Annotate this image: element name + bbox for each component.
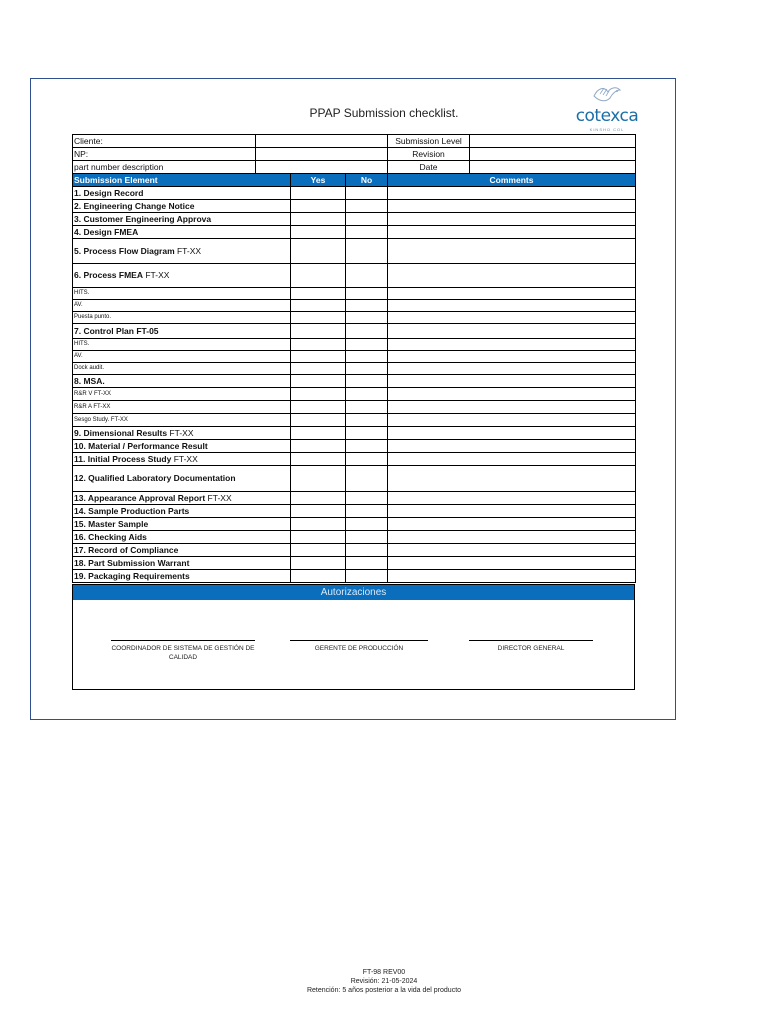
- row-label: [73, 427, 291, 440]
- checklist-row: [73, 414, 636, 427]
- header-row-np: [73, 148, 636, 161]
- cliente-label: Cliente:: [73, 135, 256, 148]
- document-title: PPAP Submission checklist.: [309, 106, 459, 120]
- row-label-text: 8. MSA.: [74, 375, 105, 386]
- no-cell[interactable]: [346, 427, 388, 440]
- row-label-text: 9. Dimensional Results: [74, 427, 168, 438]
- header-row-cliente: [73, 135, 636, 148]
- comments-cell[interactable]: [388, 570, 636, 583]
- np-value-field[interactable]: [256, 148, 388, 161]
- no-cell[interactable]: [346, 339, 388, 351]
- row-label: [73, 339, 291, 351]
- yes-cell[interactable]: [291, 187, 346, 200]
- no-cell[interactable]: [346, 466, 388, 492]
- part-desc-value-field[interactable]: [256, 161, 388, 174]
- no-cell[interactable]: [346, 288, 388, 300]
- row-label: [73, 505, 291, 518]
- row-label: [73, 312, 291, 324]
- no-cell[interactable]: [346, 351, 388, 363]
- checklist-row: [73, 213, 636, 226]
- checklist-row: [73, 239, 636, 264]
- comments-cell[interactable]: [388, 200, 636, 213]
- comments-cell[interactable]: [388, 239, 636, 264]
- no-cell[interactable]: [346, 505, 388, 518]
- yes-cell[interactable]: [291, 264, 346, 288]
- yes-cell[interactable]: [291, 453, 346, 466]
- comments-cell[interactable]: [388, 557, 636, 570]
- row-label-text: Sesgo Study. FT-XX: [74, 416, 128, 423]
- footer-retention: Retención: 5 años posterior a la vida del producto: [306, 987, 462, 994]
- row-label: [73, 213, 291, 226]
- comments-cell[interactable]: [388, 518, 636, 531]
- signature-label: DIRECTOR GENERAL: [497, 645, 565, 652]
- comments-cell[interactable]: [388, 440, 636, 453]
- no-cell[interactable]: [346, 440, 388, 453]
- checklist-row: [73, 427, 636, 440]
- checklist-table: [72, 134, 636, 174]
- no-cell[interactable]: [346, 557, 388, 570]
- checklist-row: [73, 544, 636, 557]
- row-label-text: 14. Sample Production Parts: [74, 505, 190, 516]
- date-value-field[interactable]: [470, 161, 636, 174]
- company-logo: [572, 82, 642, 132]
- checklist-row: [73, 351, 636, 363]
- logo-subtext: KINSHO COL: [589, 127, 625, 132]
- yes-cell[interactable]: [291, 557, 346, 570]
- comments-cell[interactable]: [388, 324, 636, 339]
- comments-cell[interactable]: [388, 453, 636, 466]
- row-label: [73, 544, 291, 557]
- no-cell[interactable]: [346, 187, 388, 200]
- row-label: [73, 187, 291, 200]
- no-cell[interactable]: [346, 200, 388, 213]
- signature-production-manager: [290, 640, 428, 653]
- row-label: [73, 557, 291, 570]
- no-cell[interactable]: [346, 388, 388, 401]
- comments-cell[interactable]: [388, 544, 636, 557]
- submission-elements-table: [72, 173, 636, 583]
- row-label: [73, 414, 291, 427]
- yes-cell[interactable]: [291, 505, 346, 518]
- row-label-text: 10. Material / Performance Result: [74, 440, 208, 451]
- row-label-form-code: FT-XX: [171, 453, 198, 464]
- no-cell[interactable]: [346, 401, 388, 414]
- comments-cell[interactable]: [388, 213, 636, 226]
- comments-cell[interactable]: [388, 388, 636, 401]
- cliente-value-field[interactable]: [256, 135, 388, 148]
- checklist-row: [73, 264, 636, 288]
- comments-cell[interactable]: [388, 339, 636, 351]
- no-cell[interactable]: [346, 312, 388, 324]
- row-label: [73, 401, 291, 414]
- column-header-no: No: [346, 174, 388, 187]
- authorizations-section: [72, 584, 635, 690]
- footer-revision: Revisión: 21-05-2024: [350, 978, 418, 985]
- comments-cell[interactable]: [388, 288, 636, 300]
- row-label-form-code: FT-XX: [174, 245, 202, 256]
- checklist-row: [73, 505, 636, 518]
- comments-cell[interactable]: [388, 466, 636, 492]
- row-label-text: 11. Initial Process Study: [74, 453, 172, 464]
- checklist-row: [73, 324, 636, 339]
- row-label: [73, 288, 291, 300]
- row-label: [73, 363, 291, 375]
- yes-cell[interactable]: [291, 570, 346, 583]
- row-label-text: AV.: [74, 353, 83, 359]
- checklist-row: [73, 440, 636, 453]
- checklist-row: [73, 466, 636, 492]
- row-label-form-code: FT-XX: [205, 492, 232, 503]
- comments-cell[interactable]: [388, 375, 636, 388]
- row-label-text: 18. Part Submission Warrant: [74, 557, 190, 568]
- yes-cell[interactable]: [291, 531, 346, 544]
- footer-form-code: FT-98 REV00: [362, 969, 406, 976]
- row-label-text: 3. Customer Engineering Approva: [74, 213, 212, 224]
- row-label-text: 17. Record of Compliance: [74, 544, 179, 555]
- yes-cell[interactable]: [291, 226, 346, 239]
- yes-cell[interactable]: [291, 213, 346, 226]
- yes-cell[interactable]: [291, 351, 346, 363]
- revision-label: Revision: [388, 148, 470, 161]
- column-header-element: Submission Element: [73, 174, 291, 187]
- row-label: [73, 300, 291, 312]
- checklist-row: [73, 200, 636, 213]
- comments-cell[interactable]: [388, 264, 636, 288]
- yes-cell[interactable]: [291, 466, 346, 492]
- row-label: [73, 200, 291, 213]
- comments-cell[interactable]: [388, 401, 636, 414]
- signature-label: COORDINADOR DE SISTEMA DE GESTIÓN DE CALIDAD: [111, 645, 255, 661]
- row-label-text: 19. Packaging Requirements: [74, 570, 190, 581]
- row-label: [73, 492, 291, 505]
- signature-line[interactable]: [111, 640, 255, 641]
- column-header-yes: Yes: [291, 174, 346, 187]
- yes-cell[interactable]: [291, 239, 346, 264]
- signature-line[interactable]: [290, 640, 428, 641]
- row-label-text: HITS.: [74, 341, 90, 347]
- comments-cell[interactable]: [388, 531, 636, 544]
- yes-cell[interactable]: [291, 427, 346, 440]
- yes-cell[interactable]: [291, 363, 346, 375]
- row-label-form-code: FT-XX: [142, 270, 170, 280]
- row-label-text: 2. Engineering Change Notice: [74, 200, 195, 211]
- yes-cell[interactable]: [291, 200, 346, 213]
- comments-cell[interactable]: [388, 492, 636, 505]
- comments-cell[interactable]: [388, 226, 636, 239]
- checklist-row: [73, 531, 636, 544]
- yes-cell[interactable]: [291, 375, 346, 388]
- checklist-row: [73, 363, 636, 375]
- column-header-comments: Comments: [388, 174, 636, 187]
- yes-cell[interactable]: [291, 388, 346, 401]
- comments-cell[interactable]: [388, 505, 636, 518]
- row-label: [73, 518, 291, 531]
- authorizations-title: Autorizaciones: [73, 585, 634, 600]
- no-cell[interactable]: [346, 492, 388, 505]
- row-label: [73, 440, 291, 453]
- row-label-text: Puesta punto.: [74, 314, 112, 320]
- revision-value-field[interactable]: [470, 148, 636, 161]
- row-label-text: 12. Qualified Laboratory Documentation: [74, 473, 236, 483]
- checklist-row: [73, 339, 636, 351]
- column-header-row: [73, 174, 636, 187]
- submission-level-value-field[interactable]: [470, 135, 636, 148]
- no-cell[interactable]: [346, 213, 388, 226]
- no-cell[interactable]: [346, 570, 388, 583]
- row-label: [73, 570, 291, 583]
- header-row-part-desc: [73, 161, 636, 174]
- no-cell[interactable]: [346, 453, 388, 466]
- part-desc-label: part number description: [73, 161, 256, 174]
- row-label: [73, 226, 291, 239]
- row-label-text: Dock audit.: [74, 365, 105, 371]
- row-label-text: R&R V FT-XX: [74, 390, 112, 397]
- comments-cell[interactable]: [388, 351, 636, 363]
- checklist-row: [73, 518, 636, 531]
- row-label-text: 15. Master Sample: [74, 518, 149, 529]
- date-label: Date: [388, 161, 470, 174]
- checklist-row: [73, 300, 636, 312]
- checklist-row: [73, 187, 636, 200]
- comments-cell[interactable]: [388, 427, 636, 440]
- no-cell[interactable]: [346, 518, 388, 531]
- checklist-row: [73, 312, 636, 324]
- bird-logo-icon: [590, 82, 624, 106]
- signature-label: GERENTE DE PRODUCCIÓN: [314, 645, 404, 652]
- row-label: [73, 264, 291, 288]
- yes-cell[interactable]: [291, 414, 346, 427]
- yes-cell[interactable]: [291, 518, 346, 531]
- row-label: [73, 351, 291, 363]
- yes-cell[interactable]: [291, 288, 346, 300]
- row-label-text: 4. Design FMEA: [74, 226, 139, 237]
- row-label: [73, 324, 291, 339]
- yes-cell[interactable]: [291, 492, 346, 505]
- row-label-text: 13. Appearance Approval Report: [74, 492, 206, 503]
- no-cell[interactable]: [346, 414, 388, 427]
- yes-cell[interactable]: [291, 339, 346, 351]
- yes-cell[interactable]: [291, 544, 346, 557]
- signature-quality-coordinator: [111, 640, 255, 662]
- row-label: [73, 375, 291, 388]
- comments-cell[interactable]: [388, 363, 636, 375]
- submission-level-label: Submission Level: [388, 135, 470, 148]
- row-label-text: HITS.: [74, 290, 90, 296]
- row-label: [73, 388, 291, 401]
- row-label-text: 1. Design Record: [74, 187, 144, 198]
- row-label-text: AV.: [74, 302, 83, 308]
- comments-cell[interactable]: [388, 414, 636, 427]
- signature-line[interactable]: [469, 640, 593, 641]
- no-cell[interactable]: [346, 375, 388, 388]
- checklist-row: [73, 557, 636, 570]
- no-cell[interactable]: [346, 239, 388, 264]
- no-cell[interactable]: [346, 544, 388, 557]
- row-label-text: 6. Process FMEA: [74, 270, 143, 280]
- no-cell[interactable]: [346, 226, 388, 239]
- checklist-row: [73, 401, 636, 414]
- no-cell[interactable]: [346, 264, 388, 288]
- comments-cell[interactable]: [388, 300, 636, 312]
- comments-cell[interactable]: [388, 312, 636, 324]
- row-label: [73, 239, 291, 264]
- checklist-row: [73, 388, 636, 401]
- comments-cell[interactable]: [388, 187, 636, 200]
- row-label: [73, 453, 291, 466]
- checklist-row: [73, 453, 636, 466]
- checklist-row: [73, 288, 636, 300]
- yes-cell[interactable]: [291, 440, 346, 453]
- np-label: NP:: [73, 148, 256, 161]
- checklist-row: [73, 226, 636, 239]
- row-label-text: 5. Process Flow Diagram: [74, 245, 175, 256]
- no-cell[interactable]: [346, 531, 388, 544]
- checklist-row: [73, 570, 636, 583]
- row-label-text: R&R A FT-XX: [74, 403, 111, 410]
- yes-cell[interactable]: [291, 401, 346, 414]
- row-label-form-code: FT-XX: [167, 427, 194, 438]
- row-label: [73, 531, 291, 544]
- row-label: [73, 466, 291, 492]
- yes-cell[interactable]: [291, 300, 346, 312]
- document-footer: [0, 968, 768, 995]
- row-label-text: 7. Control Plan FT-05: [74, 325, 159, 336]
- row-label-text: 16. Checking Aids: [74, 531, 147, 542]
- no-cell[interactable]: [346, 300, 388, 312]
- signature-general-director: [469, 640, 593, 653]
- yes-cell[interactable]: [291, 324, 346, 339]
- yes-cell[interactable]: [291, 312, 346, 324]
- no-cell[interactable]: [346, 363, 388, 375]
- checklist-row: [73, 492, 636, 505]
- logo-wordmark: cotexca: [575, 106, 639, 126]
- checklist-row: [73, 375, 636, 388]
- no-cell[interactable]: [346, 324, 388, 339]
